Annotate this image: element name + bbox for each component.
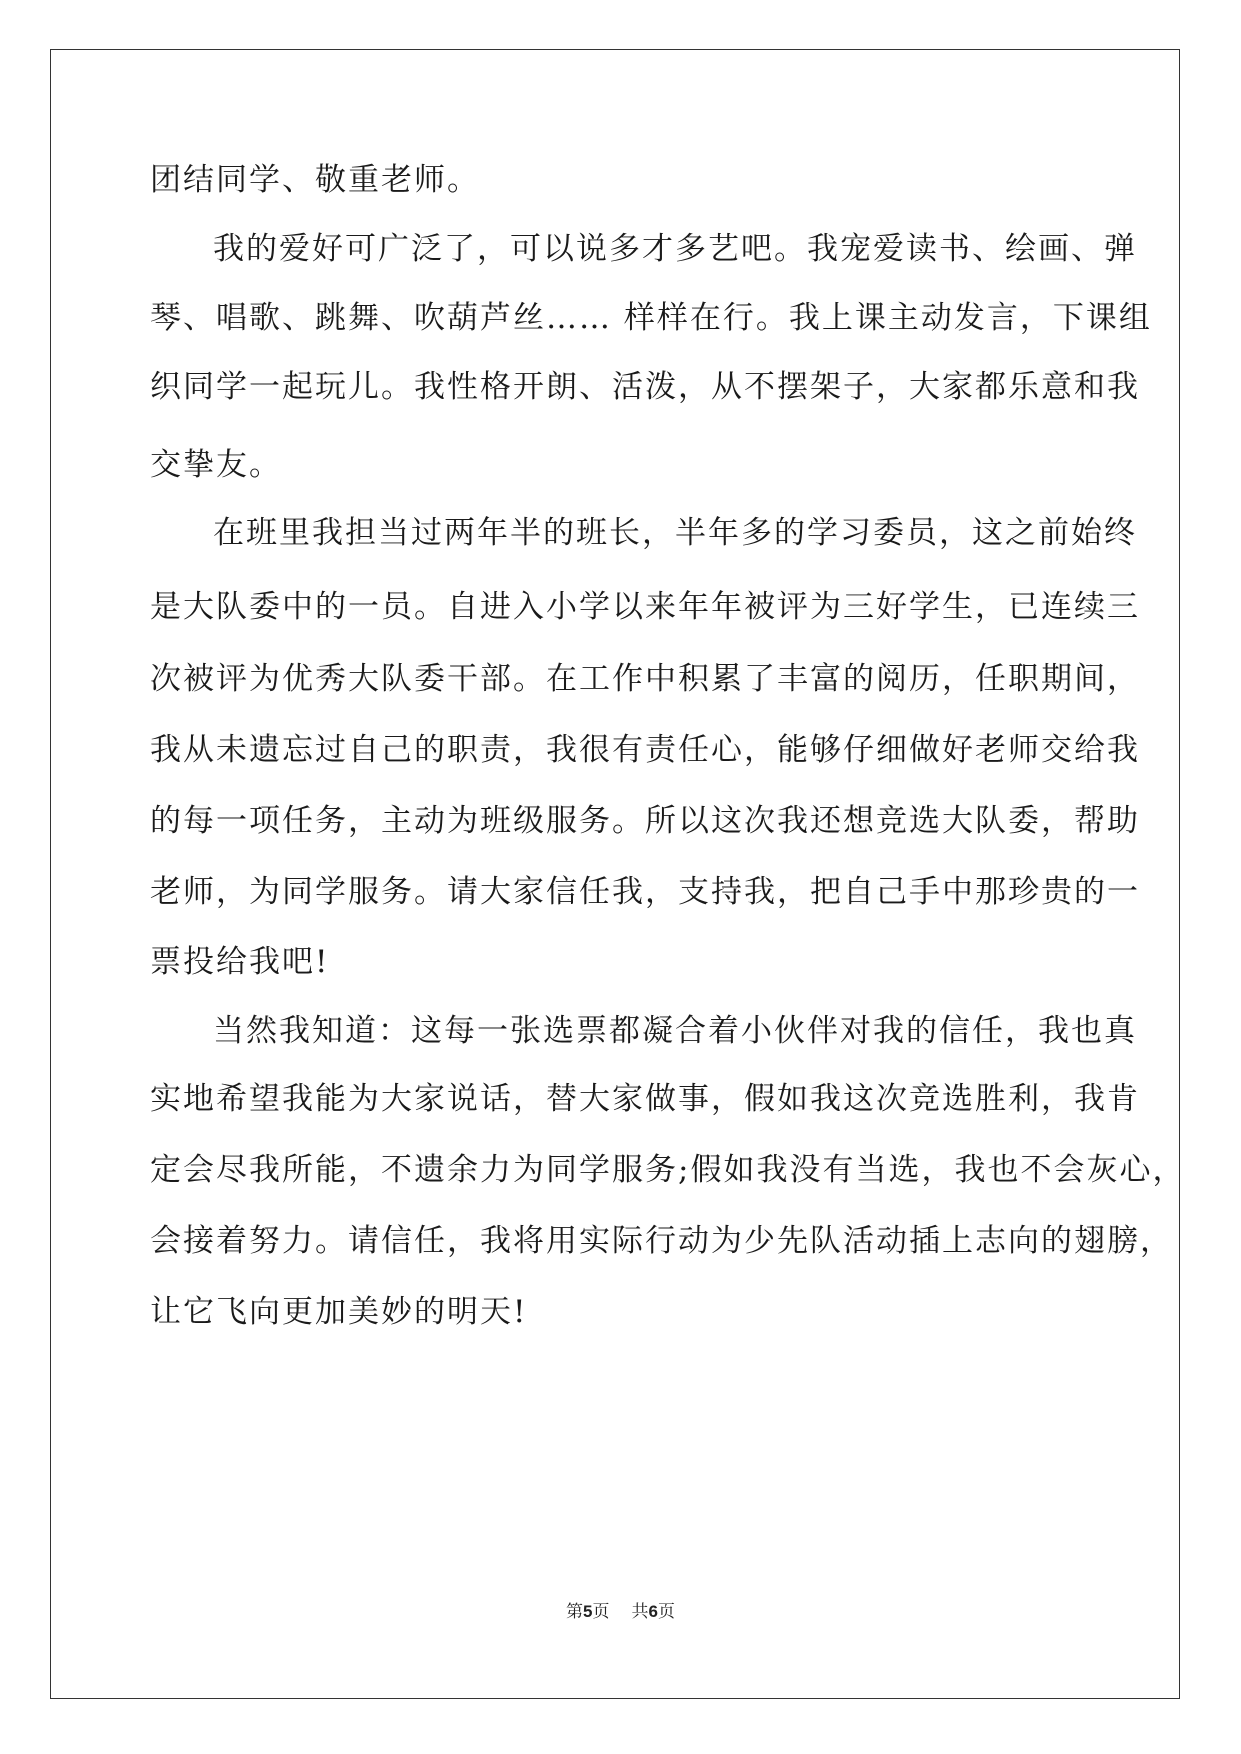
text-line: 让它飞向更加美妙的明天!	[150, 1294, 528, 1330]
page-footer	[0, 1600, 1241, 1624]
total-prefix: 共	[631, 1602, 649, 1622]
text-line: 老师，为同学服务。请大家信任我，支持我，把自己手中那珍贵的一	[150, 874, 1140, 910]
text-line: 次被评为优秀大队委干部。在工作中积累了丰富的阅历，任职期间，	[150, 661, 1140, 697]
total-suffix: 页	[657, 1602, 675, 1622]
text-line: 团结同学、敬重老师。	[150, 162, 480, 198]
text-line: 的每一项任务，主动为班级服务。所以这次我还想竞选大队委，帮助	[150, 803, 1140, 839]
paragraph-start-line: 在班里我担当过两年半的班长，半年多的学习委员，这之前始终	[213, 515, 1137, 551]
text-line: 会接着努力。请信任，我将用实际行动为少先队活动插上志向的翅膀，	[150, 1223, 1173, 1259]
page-suffix: 页	[592, 1602, 610, 1622]
text-line: 琴、唱歌、跳舞、吹葫芦丝…… 样样在行。我上课主动发言，下课组	[150, 300, 1152, 336]
total-pages: 6	[648, 1602, 658, 1621]
text-line: 交挚友。	[150, 447, 282, 483]
text-line: 票投给我吧!	[150, 944, 330, 980]
paragraph-start-line: 我的爱好可广泛了，可以说多才多艺吧。我宠爱读书、绘画、弹	[213, 231, 1137, 267]
text-line: 我从未遗忘过自己的职责，我很有责任心，能够仔细做好老师交给我	[150, 732, 1140, 768]
text-line: 是大队委中的一员。自进入小学以来年年被评为三好学生，已连续三	[150, 589, 1140, 625]
paragraph-start-line: 当然我知道：这每一张选票都凝合着小伙伴对我的信任，我也真	[213, 1013, 1137, 1049]
page-number: 5	[583, 1602, 593, 1621]
text-line: 实地希望我能为大家说话，替大家做事，假如我这次竞选胜利，我肯	[150, 1081, 1140, 1117]
text-line: 织同学一起玩儿。我性格开朗、活泼，从不摆架子，大家都乐意和我	[150, 369, 1140, 405]
page-prefix: 第	[566, 1602, 584, 1622]
text-line: 定会尽我所能，不遗余力为同学服务;假如我没有当选，我也不会灰心，	[150, 1152, 1186, 1188]
